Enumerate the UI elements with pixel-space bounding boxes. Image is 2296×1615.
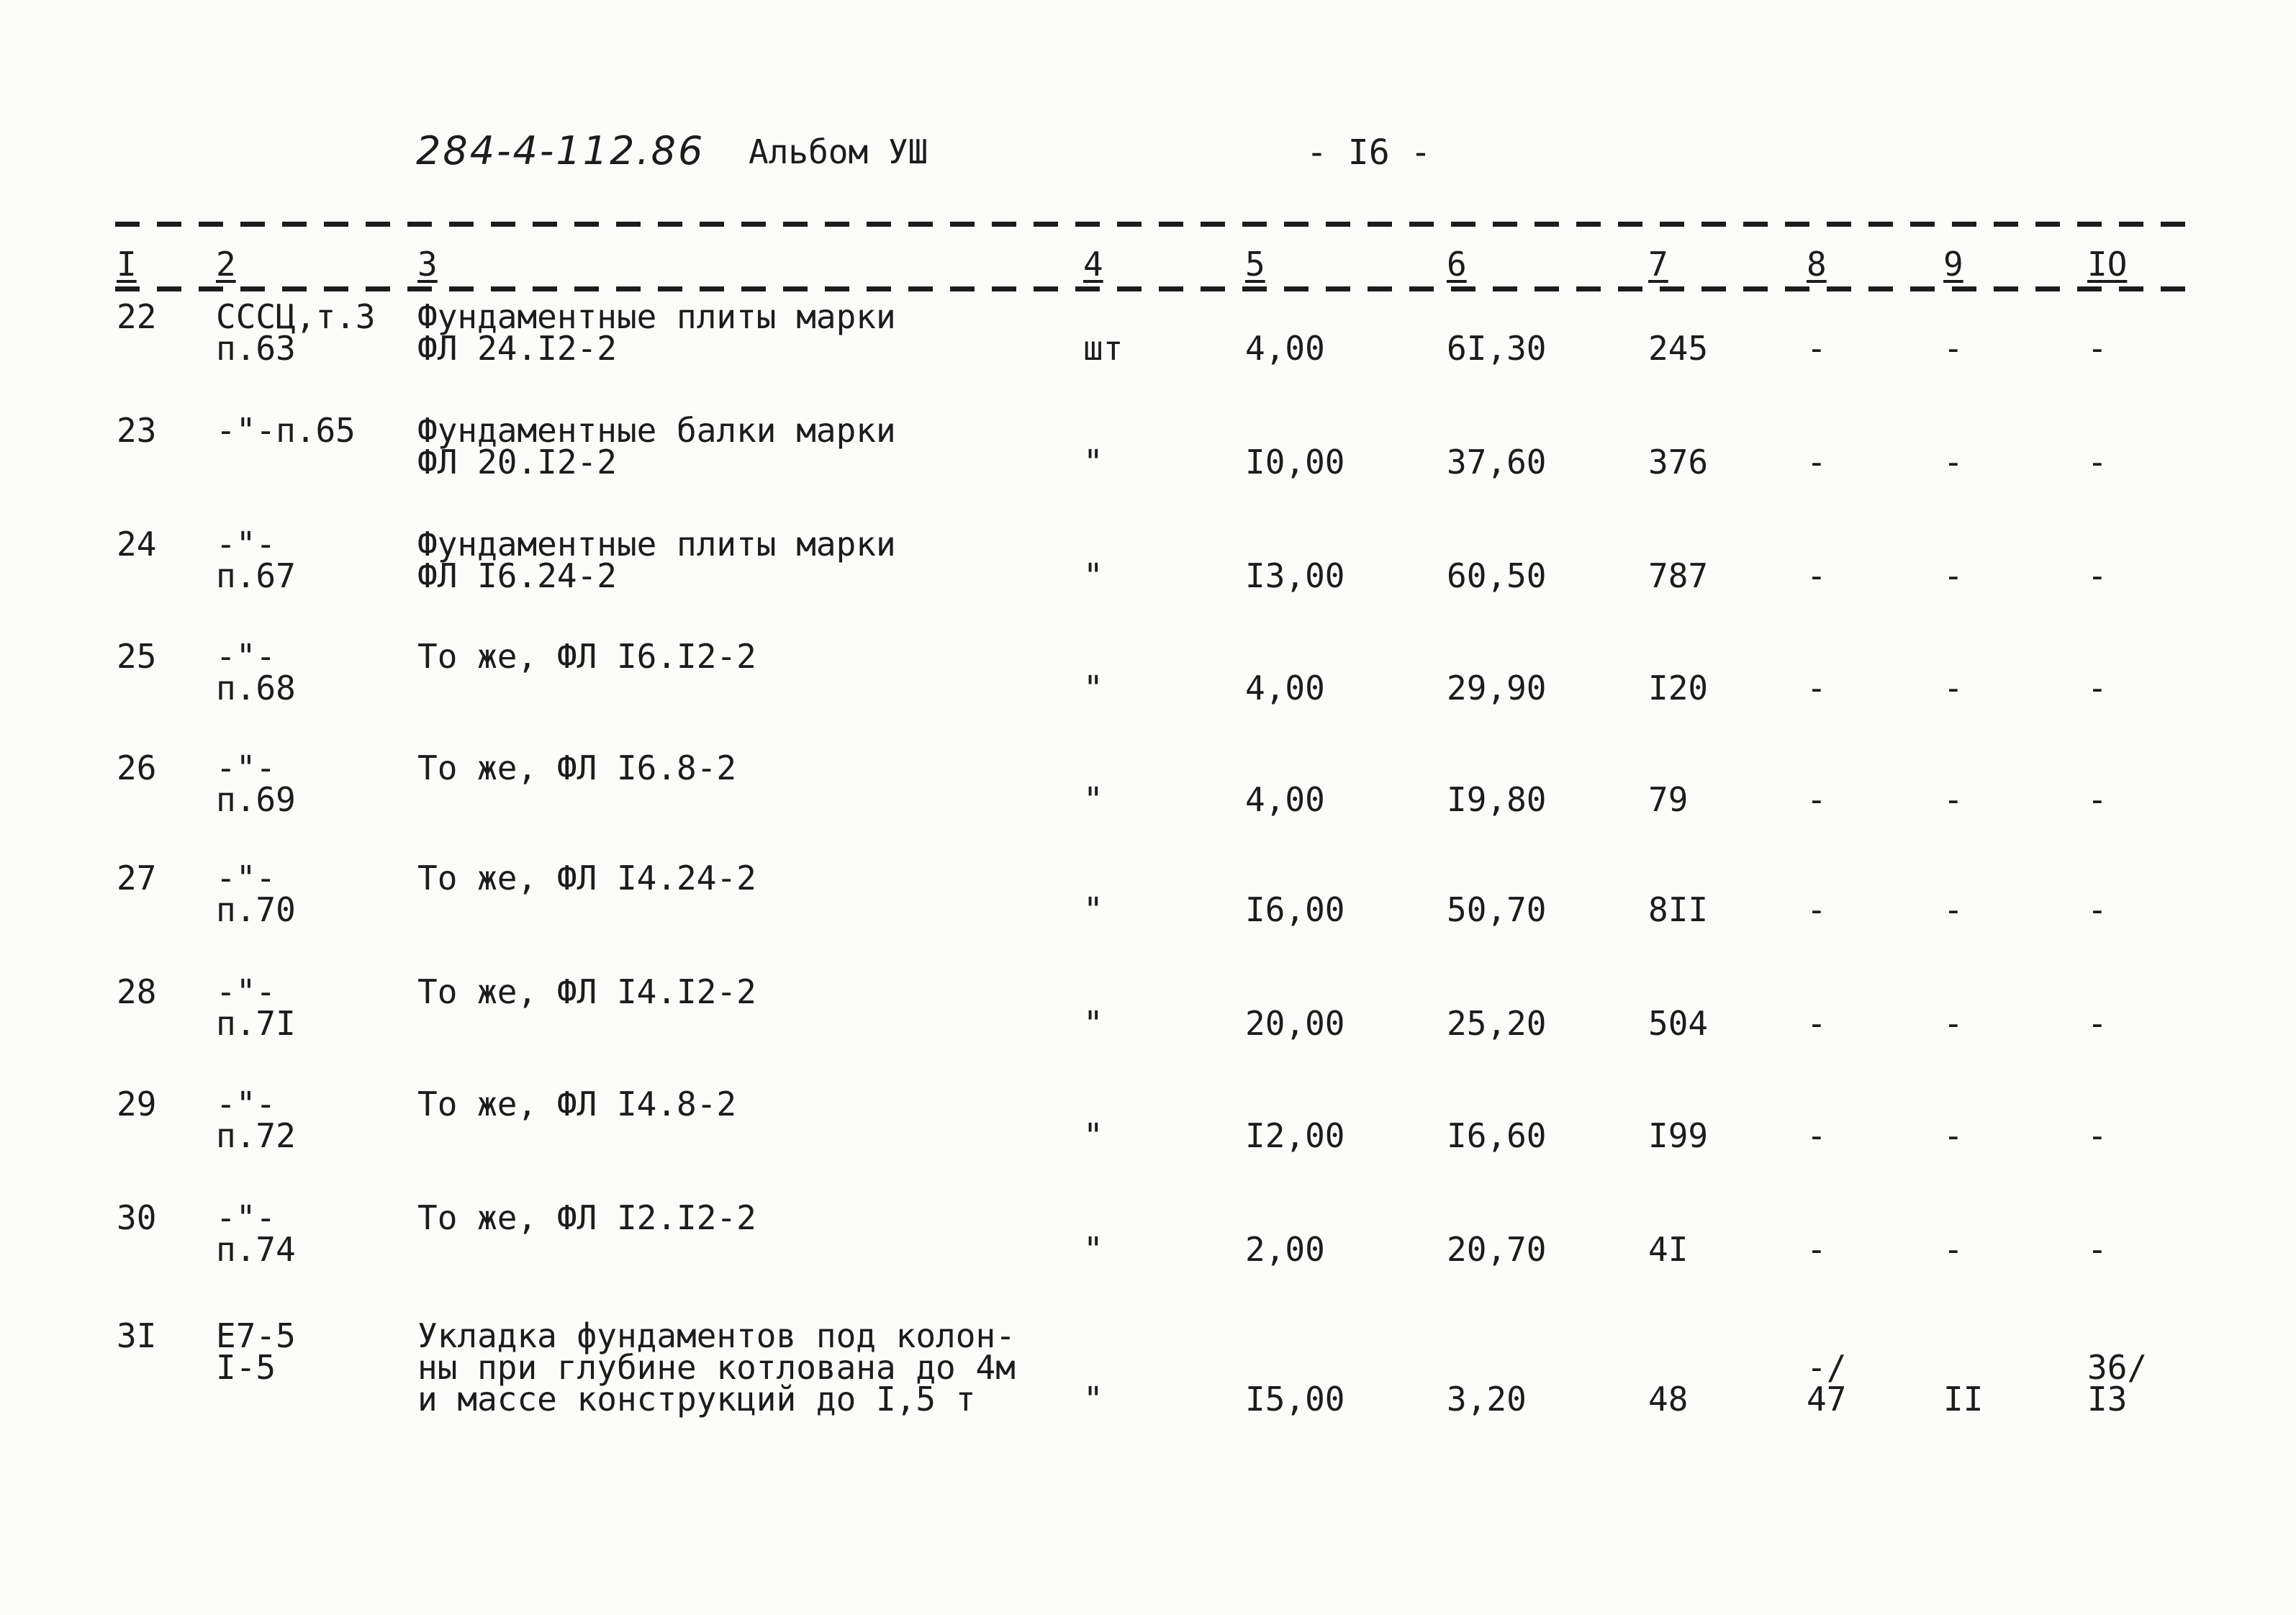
total-cost: I20 [1648, 669, 1709, 707]
column-9-value: - [1943, 780, 1963, 819]
column-header: I [117, 245, 137, 284]
unit: " [1083, 1380, 1103, 1419]
work-description: То же, ФЛ I2.I2-2 [417, 1198, 756, 1237]
row-number: 26 [117, 748, 157, 787]
quantity: I3,00 [1245, 556, 1345, 595]
column-header: 2 [216, 245, 236, 284]
total-cost: I99 [1648, 1116, 1709, 1155]
row-number: 29 [117, 1085, 157, 1123]
column-10-value: - [2087, 1116, 2107, 1155]
column-9-value: - [1943, 1116, 1963, 1155]
album-label: Альбом УШ [749, 132, 928, 171]
source-ref: -"- п.7I [216, 972, 296, 1043]
dashed-rule-top [115, 222, 2202, 227]
column-9-value: - [1943, 443, 1963, 481]
column-9-value: - [1943, 669, 1963, 707]
page-number: - I6 - [1306, 132, 1432, 173]
source-ref: СССЦ,т.3 п.63 [216, 297, 376, 368]
row-number: 22 [117, 297, 157, 336]
quantity: I2,00 [1245, 1116, 1345, 1155]
column-8-value: - [1807, 890, 1827, 929]
unit: " [1083, 1116, 1103, 1155]
column-8-value: - [1807, 1116, 1827, 1155]
column-header: IO [2087, 245, 2128, 284]
row-number: 27 [117, 859, 157, 897]
column-header: 4 [1083, 245, 1103, 284]
unit: " [1083, 556, 1103, 595]
source-ref: E7-5 I-5 [216, 1316, 296, 1387]
column-10-value: - [2087, 1230, 2107, 1269]
column-10-value: - [2087, 443, 2107, 481]
dashed-rule-header [115, 286, 2202, 291]
work-description: Фундаментные плиты марки ФЛ I6.24-2 [417, 525, 896, 595]
column-8-value: - [1807, 669, 1827, 707]
quantity: 4,00 [1245, 780, 1325, 819]
page-header [0, 122, 2296, 187]
quantity: I0,00 [1245, 443, 1345, 481]
source-ref: -"-п.65 [216, 411, 356, 450]
column-9-value: - [1943, 329, 1963, 368]
column-10-value: - [2087, 329, 2107, 368]
unit: шт [1083, 329, 1124, 368]
row-number: 24 [117, 525, 157, 564]
column-8-value: - [1807, 1004, 1827, 1043]
unit-price: 6I,30 [1447, 329, 1547, 368]
work-description: Фундаментные балки марки ФЛ 20.I2-2 [417, 411, 896, 481]
work-description: То же, ФЛ I6.I2-2 [417, 637, 756, 676]
work-description: Укладка фундаментов под колон- ны при глубине котлована до 4м и массе конструкций до I,5 т [417, 1316, 1016, 1419]
document-code: 284-4-112.86 [416, 128, 705, 173]
quantity: 2,00 [1245, 1230, 1325, 1269]
column-10-value: - [2087, 1004, 2107, 1043]
work-description: То же, ФЛ I6.8-2 [417, 748, 737, 787]
total-cost: 48 [1648, 1380, 1689, 1419]
column-10-value: 36/ I3 [2087, 1348, 2148, 1419]
total-cost: 79 [1648, 780, 1689, 819]
source-ref: -"- п.68 [216, 637, 296, 707]
column-header: 5 [1245, 245, 1265, 284]
total-cost: 8II [1648, 890, 1709, 929]
quantity: I6,00 [1245, 890, 1345, 929]
quantity: I5,00 [1245, 1380, 1345, 1419]
column-8-value: - [1807, 780, 1827, 819]
work-description: То же, ФЛ I4.24-2 [417, 859, 756, 897]
unit-price: I9,80 [1447, 780, 1547, 819]
row-number: 23 [117, 411, 157, 450]
total-cost: 376 [1648, 443, 1709, 481]
source-ref: -"- п.70 [216, 859, 296, 929]
column-9-value: - [1943, 890, 1963, 929]
unit-price: 60,50 [1447, 556, 1547, 595]
quantity: 4,00 [1245, 329, 1325, 368]
unit: " [1083, 890, 1103, 929]
column-8-value: - [1807, 1230, 1827, 1269]
column-8-value: - [1807, 556, 1827, 595]
column-10-value: - [2087, 890, 2107, 929]
unit-price: 37,60 [1447, 443, 1547, 481]
unit-price: 29,90 [1447, 669, 1547, 707]
column-10-value: - [2087, 669, 2107, 707]
unit-price: 3,20 [1447, 1380, 1527, 1419]
work-description: То же, ФЛ I4.I2-2 [417, 972, 756, 1011]
column-9-value: II [1943, 1380, 1984, 1419]
column-header: 6 [1447, 245, 1467, 284]
row-number: 28 [117, 972, 157, 1011]
column-9-value: - [1943, 1230, 1963, 1269]
column-header: 3 [417, 245, 438, 284]
total-cost: 4I [1648, 1230, 1689, 1269]
column-10-value: - [2087, 556, 2107, 595]
column-9-value: - [1943, 556, 1963, 595]
work-description: То же, ФЛ I4.8-2 [417, 1085, 737, 1123]
total-cost: 504 [1648, 1004, 1709, 1043]
unit-price: 20,70 [1447, 1230, 1547, 1269]
quantity: 4,00 [1245, 669, 1325, 707]
column-8-value: - [1807, 443, 1827, 481]
column-header: 8 [1807, 245, 1827, 284]
source-ref: -"- п.72 [216, 1085, 296, 1155]
unit: " [1083, 443, 1103, 481]
row-number: 25 [117, 637, 157, 676]
column-8-value: - [1807, 329, 1827, 368]
source-ref: -"- п.69 [216, 748, 296, 819]
source-ref: -"- п.67 [216, 525, 296, 595]
total-cost: 245 [1648, 329, 1709, 368]
row-number: 30 [117, 1198, 157, 1237]
unit: " [1083, 669, 1103, 707]
unit: " [1083, 1230, 1103, 1269]
column-10-value: - [2087, 780, 2107, 819]
column-9-value: - [1943, 1004, 1963, 1043]
row-number: 3I [117, 1316, 157, 1355]
column-header: 7 [1648, 245, 1668, 284]
total-cost: 787 [1648, 556, 1709, 595]
quantity: 20,00 [1245, 1004, 1345, 1043]
unit: " [1083, 780, 1103, 819]
unit-price: 50,70 [1447, 890, 1547, 929]
unit-price: I6,60 [1447, 1116, 1547, 1155]
column-8-value: -/ 47 [1807, 1348, 1847, 1419]
source-ref: -"- п.74 [216, 1198, 296, 1269]
work-description: Фундаментные плиты марки ФЛ 24.I2-2 [417, 297, 896, 368]
unit: " [1083, 1004, 1103, 1043]
unit-price: 25,20 [1447, 1004, 1547, 1043]
column-header: 9 [1943, 245, 1963, 284]
